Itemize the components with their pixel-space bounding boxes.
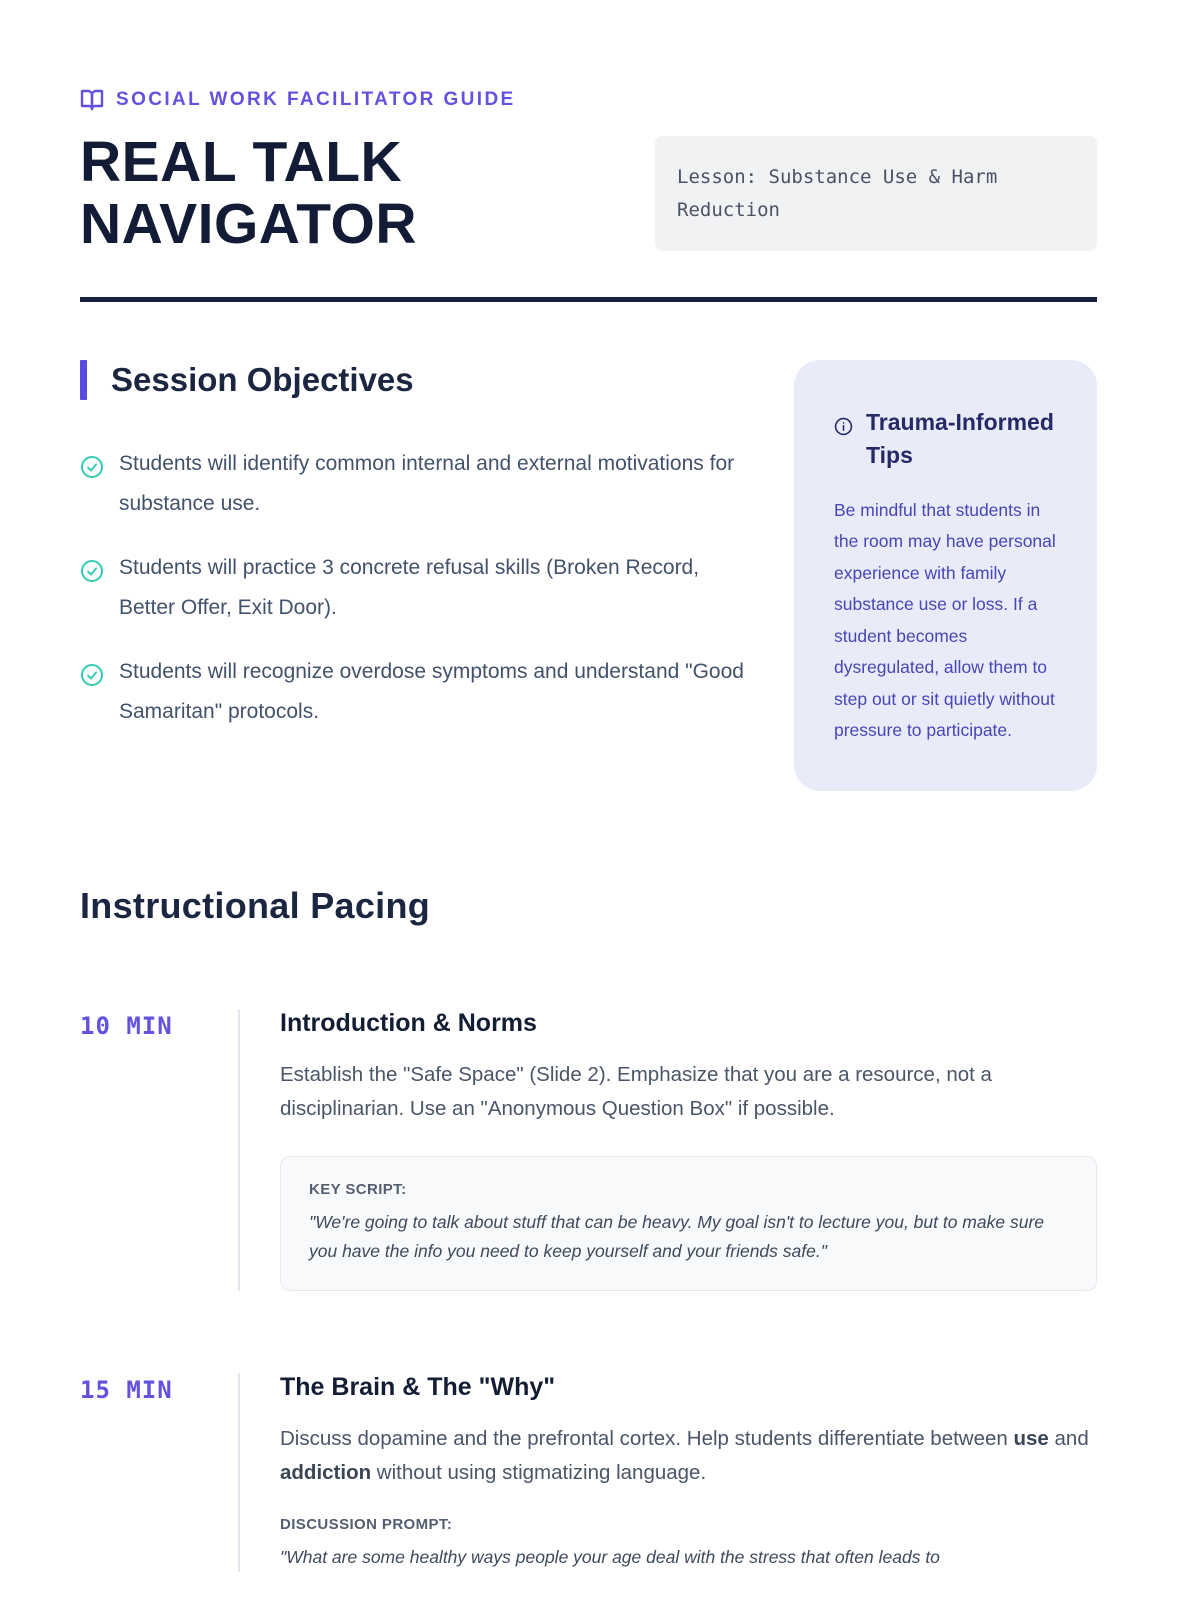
page-title-line-2: NAVIGATOR	[80, 191, 418, 256]
callout-label: DISCUSSION PROMPT:	[280, 1515, 453, 1533]
pacing-entry-title: The Brain & The "Why"	[280, 1372, 556, 1401]
objectives-section	[80, 360, 1097, 791]
hero	[80, 132, 1097, 255]
section-divider	[80, 297, 1097, 302]
objective-item	[80, 444, 754, 524]
objectives-column	[80, 360, 754, 756]
pacing-entry-time: 10 MIN	[80, 1011, 173, 1040]
pacing-entry-title: Introduction & Norms	[280, 1008, 537, 1037]
body-text: without using stigmatizing language.	[371, 1460, 707, 1484]
key-script-callout	[280, 1156, 1097, 1291]
objective-text: Students will practice 3 concrete refusal skills (Broken Record, Better Offer, Exit Door).	[119, 556, 700, 620]
pacing-entry-content	[238, 1009, 1097, 1291]
callout-text: "What are some healthy ways people your age deal with the stress that often leads to	[280, 1546, 940, 1567]
pacing-entry-body	[280, 1422, 1097, 1490]
check-circle-icon	[80, 661, 104, 732]
pacing-entry-time: 15 MIN	[80, 1375, 173, 1404]
open-book-icon	[80, 88, 104, 112]
tips-card-body: Be mindful that students in the room may have personal experience with family substance use or loss. If a student becomes dysregulated, allow them to step out or sit quietly without pressure to participate.	[834, 499, 1056, 741]
body-bold-term: use	[1013, 1426, 1049, 1450]
pacing-entry-body: Establish the "Safe Space" (Slide 2). Emphasize that you are a resource, not a disciplinarian. Use an "Anonymous Question Box" if possible.	[280, 1062, 992, 1120]
objectives-heading	[80, 360, 754, 400]
info-icon	[834, 412, 853, 473]
pacing-entry-content	[238, 1373, 1097, 1572]
pacing-entry	[80, 1373, 1097, 1572]
objective-text: Students will identify common internal and external motivations for substance use.	[119, 452, 735, 516]
pacing-heading: Instructional Pacing	[80, 884, 431, 926]
tips-card-heading	[834, 406, 1057, 473]
objective-item	[80, 652, 754, 732]
callout-label: KEY SCRIPT:	[309, 1180, 407, 1198]
callout-text: "We're going to talk about stuff that can be heavy. My goal isn't to lecture you, but to make sure you have the info you need to keep yourself and your friends safe."	[309, 1211, 1045, 1261]
page-title-line-1: REAL TALK	[80, 130, 403, 194]
tips-card-heading-label: Trauma-Informed Tips	[866, 409, 1054, 469]
page-title	[80, 132, 417, 255]
eyebrow-label: SOCIAL WORK FACILITATOR GUIDE	[116, 89, 516, 110]
trauma-informed-tips-card	[794, 360, 1097, 791]
check-circle-icon	[80, 557, 104, 628]
objective-item	[80, 548, 754, 628]
discussion-prompt-callout	[280, 1516, 1097, 1572]
objectives-list	[80, 444, 754, 732]
heading-accent-bar	[80, 360, 87, 400]
body-text: and	[1048, 1426, 1089, 1450]
check-circle-icon	[80, 453, 104, 524]
pacing-entry	[80, 1009, 1097, 1291]
objective-text: Students will recognize overdose symptoms and understand "Good Samaritan" protocols.	[119, 660, 744, 724]
eyebrow	[80, 88, 1097, 112]
body-text: Discuss dopamine and the prefrontal cortex. Help students differentiate between	[280, 1426, 1014, 1450]
body-bold-term: addiction	[280, 1460, 372, 1484]
lesson-badge: Lesson: Substance Use & Harm Reduction	[655, 136, 1097, 251]
objectives-heading-label: Session Objectives	[111, 361, 414, 399]
